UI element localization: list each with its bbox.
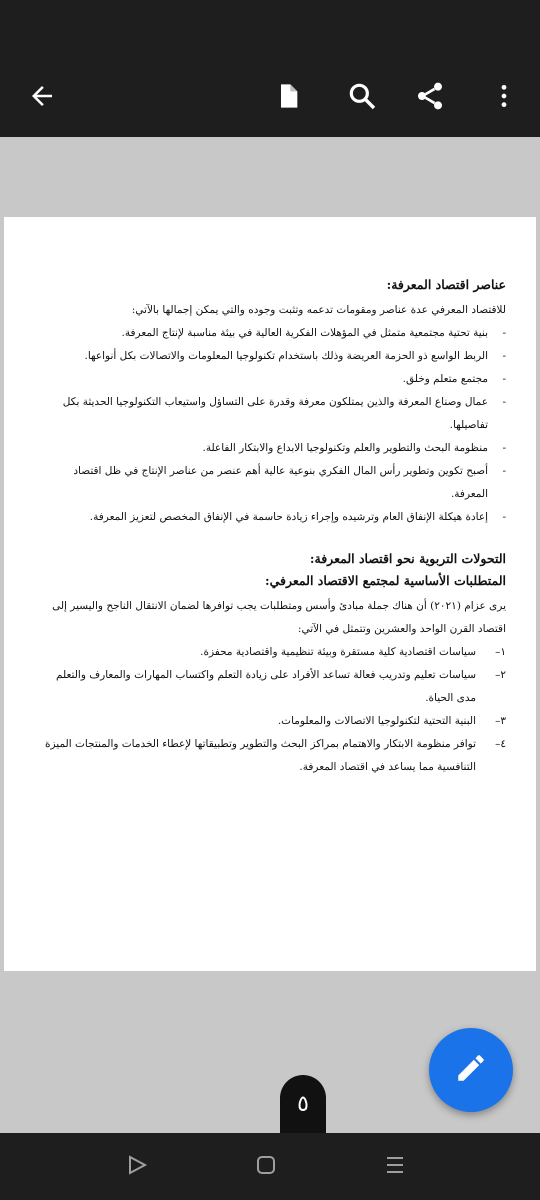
list-item: ٢– سياسات تعليم وتدريب فعالة تساعد الأفراد على زيادة التعلم واكتساب المهارات والمعارف والتعلم مدى الحياة. bbox=[56, 669, 506, 704]
spacer bbox=[34, 529, 506, 551]
status-bar bbox=[0, 0, 540, 54]
list-item: - عمال وصناع المعرفة والذين يمتلكون معرفة وقدرة على التساؤل واستيعاب التكنولوجيا الحديثة بكل تفاصيلها. bbox=[62, 396, 506, 431]
elements-list bbox=[34, 322, 506, 529]
section-subheading: المتطلبات الأساسية لمجتمع الاقتصاد المعرفي: bbox=[264, 573, 506, 588]
document-viewer[interactable] bbox=[0, 137, 540, 1133]
list-item: - إعادة هيكلة الإنفاق العام وترشيده وإجراء زيادة حاسمة في الإنفاق المخصص لتعزيز المعرفة. bbox=[89, 511, 506, 523]
list-item: - الربط الواسع ذو الحزمة العريضة وذلك باستخدام تكنولوجيا المعلومات والاتصالات بكل أنواعها. bbox=[84, 350, 506, 362]
list-item: - بنية تحتية مجتمعية متمثل في المؤهلات الفكرية العالية في بيئة مناسبة لإنتاج المعرفة. bbox=[121, 327, 506, 339]
list-item: ٣– البنية التحتية لتكنولوجيا الاتصالات والمعلومات. bbox=[277, 715, 506, 727]
nav-recents-lines-icon bbox=[384, 1154, 406, 1180]
app-toolbar bbox=[0, 54, 540, 137]
document-info-button[interactable] bbox=[266, 74, 310, 118]
back-button[interactable] bbox=[20, 74, 64, 118]
list-item: ١– سياسات اقتصادية كلية مستقرة وبيئة تنظيمية واقتصادية محفزة. bbox=[200, 646, 506, 658]
section-intro: يرى عزام (٢٠٢١) أن هناك جملة مبادئ وأسس ومتطلبات يجب توافرها لضمان الانتقال الناجح واليسير إلى اقتصاد القرن الواحد والعشرين وتتمثل في الآتي: bbox=[52, 600, 506, 635]
section-heading: عناصر اقتصاد المعرفة: bbox=[386, 277, 506, 292]
share-icon bbox=[414, 80, 446, 112]
document-icon bbox=[274, 81, 302, 111]
nav-home-button[interactable] bbox=[246, 1147, 286, 1187]
list-item: - مجتمع متعلم وخلق. bbox=[402, 373, 506, 385]
section-heading: التحولات التربوية نحو اقتصاد المعرفة: bbox=[309, 551, 506, 566]
nav-back-triangle-icon bbox=[126, 1154, 148, 1180]
list-item: - أصبح تكوين وتطوير رأس المال الفكري بنوعية عالية أهم عنصر من عناصر الإنتاج في ظل اقتصاد المعرفة. bbox=[73, 465, 506, 500]
nav-home-square-icon bbox=[255, 1154, 277, 1180]
list-item: - منظومة البحث والتطوير والعلم وتكنولوجيا الابداع والابتكار الفاعلة. bbox=[202, 442, 506, 454]
nav-recents-button[interactable] bbox=[375, 1147, 415, 1187]
more-vert-icon bbox=[500, 83, 508, 109]
more-options-button[interactable] bbox=[482, 74, 526, 118]
search-button[interactable] bbox=[340, 74, 384, 118]
nav-back-button[interactable] bbox=[117, 1147, 157, 1187]
section-intro: للاقتصاد المعرفي عدة عناصر ومقومات تدعمه وتثبت وجوده والتي يمكن إجمالها بالآتي: bbox=[131, 304, 506, 316]
page-number-indicator: ٥ bbox=[280, 1075, 326, 1133]
edit-pencil-icon bbox=[454, 1051, 488, 1089]
edit-fab-button[interactable] bbox=[429, 1028, 513, 1112]
search-icon bbox=[346, 80, 378, 112]
arrow-back-icon bbox=[27, 81, 57, 111]
document-page bbox=[4, 217, 536, 971]
requirements-list bbox=[34, 641, 506, 779]
list-item: ٤– توافر منظومة الابتكار والاهتمام بمراكز البحث والتطوير وتطبيقاتها لإعطاء الخدمات والمنتجات الميزة التنافسية مما يساعد في اقتصاد المعرفة. bbox=[44, 738, 506, 773]
system-nav-bar bbox=[0, 1133, 540, 1200]
share-button[interactable] bbox=[408, 74, 452, 118]
